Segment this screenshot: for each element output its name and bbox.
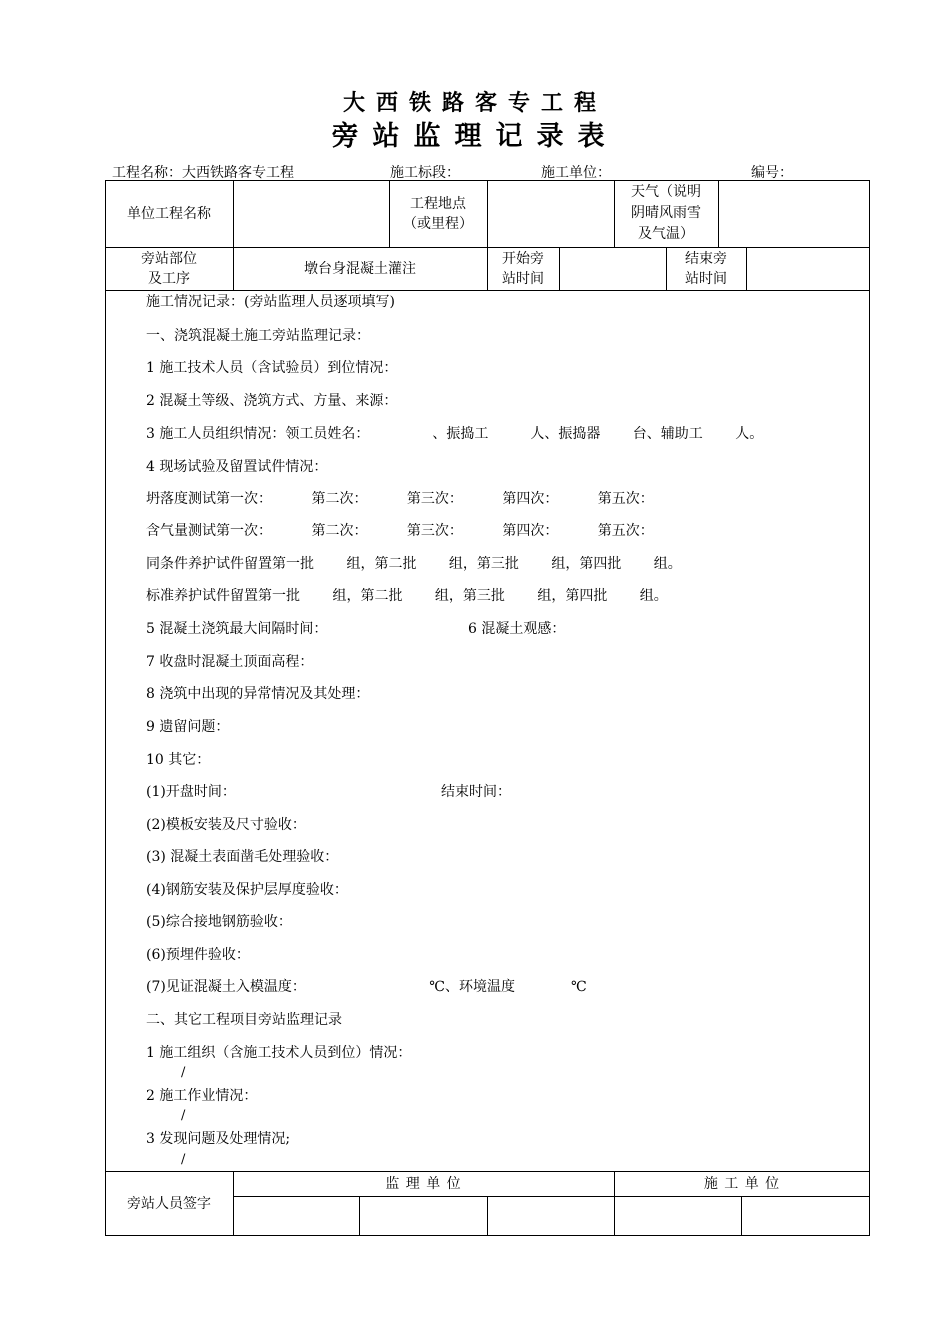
location-label-line1: 工程地点 [410,195,466,212]
blank-slash: / [181,1152,186,1167]
record-item-10: 10 其它： [146,752,211,768]
section-two-item-1: 1 施工组织（含施工技术人员到位）情况： [146,1045,412,1061]
same-condition-specimens-line: 同条件养护试件留置第一批 组，第二批 组，第三批 组，第四批 组。 [146,556,682,572]
record-item-7: 7 收盘时混凝土顶面高程： [146,654,314,670]
end-time-label [666,247,746,290]
location-label-line2: （或里程） [403,215,473,232]
record-item-9: 9 遗留问题： [146,719,230,735]
other-item-1: (1)开盘时间： [146,784,236,800]
table-divider [746,247,747,290]
record-intro: 施工情况记录：(旁站监理人员逐项填写) [146,294,395,310]
project-name-label: 工程名称：大西铁路客专工程 [112,165,294,181]
unit-project-label: 单位工程名称 [127,205,211,222]
start-time-label [487,247,559,290]
construction-unit-header: 施 工 单 位 [703,1175,781,1192]
table-divider [105,290,870,291]
slump-test-line: 坍落度测试第一次： 第二次： 第三次： 第四次： 第五次： [146,491,654,507]
table-divider [718,180,719,247]
section-two-item-2: 2 施工作业情况： [146,1088,258,1104]
sign-label: 旁站人员签字 [127,1195,211,1212]
air-content-test-line: 含气量测试第一次： 第二次： 第三次： 第四次： 第五次： [146,523,654,539]
table-divider [487,1196,488,1236]
table-divider [559,247,560,290]
record-item-5: 5 混凝土浇筑最大间隔时间： [146,621,328,637]
other-item-2: (2)模板安装及尺寸验收： [146,817,306,833]
weather-label-line2: 阴晴风雨雪 [631,205,701,221]
section-two-heading: 二、其它工程项目旁站监理记录 [146,1012,342,1028]
blank-slash: / [181,1108,186,1123]
weather-label [614,180,718,247]
part-label-line1: 旁站部位 [141,250,197,267]
weather-label-line1: 天气（说明 [631,184,701,200]
section-label: 施工标段： [390,165,460,181]
end-time-label-line1: 结束旁 [685,250,727,267]
standard-curing-specimens-line: 标准养护试件留置第一批 组，第二批 组，第三批 组，第四批 组。 [146,588,668,604]
location-label [389,180,487,247]
start-time-label-line2: 站时间 [502,270,544,287]
section-one-heading: 一、浇筑混凝土施工旁站监理记录： [146,328,370,344]
document-title-line2: 旁站监理记录表 [331,121,619,152]
other-item-6: (6)预埋件验收： [146,947,250,963]
other-item-4: (4)钢筋安装及保护层厚度验收： [146,882,348,898]
other-item-1-end: 结束时间： [441,784,511,800]
table-divider [359,1196,360,1236]
record-item-4: 4 现场试验及留置试件情况： [146,459,328,475]
blank-slash: / [181,1065,186,1080]
supervisor-unit-header: 监 理 单 位 [385,1175,462,1192]
other-item-5: (5)综合接地钢筋验收： [146,914,292,930]
part-value: 墩台身混凝土灌注 [304,260,416,277]
part-label [105,247,233,290]
start-time-label-line1: 开始旁 [502,250,544,267]
other-item-3: (3) 混凝土表面凿毛处理验收： [146,849,339,865]
document-title-line1: 大西铁路客专工程 [342,90,607,116]
contractor-label: 施工单位： [541,165,611,181]
other-item-7: (7)见证混凝土入模温度： ℃、环境温度 ℃ [146,979,587,995]
record-item-3: 3 施工人员组织情况：领工员姓名： 、振捣工 人、振捣器 台、辅助工 人。 [146,426,764,442]
record-item-8: 8 浇筑中出现的异常情况及其处理： [146,686,370,702]
section-two-item-3: 3 发现问题及处理情况; [146,1131,291,1147]
part-label-line2: 及工序 [148,270,190,287]
record-item-2: 2 混凝土等级、浇筑方式、方量、来源： [146,393,398,409]
record-item-1: 1 施工技术人员（含试验员）到位情况： [146,360,398,376]
weather-label-line3: 及气温） [638,226,694,242]
record-item-6: 6 混凝土观感： [468,621,566,637]
number-label: 编号： [751,165,793,181]
end-time-label-line2: 站时间 [685,270,727,287]
table-divider [233,1196,870,1197]
table-divider [741,1196,742,1236]
